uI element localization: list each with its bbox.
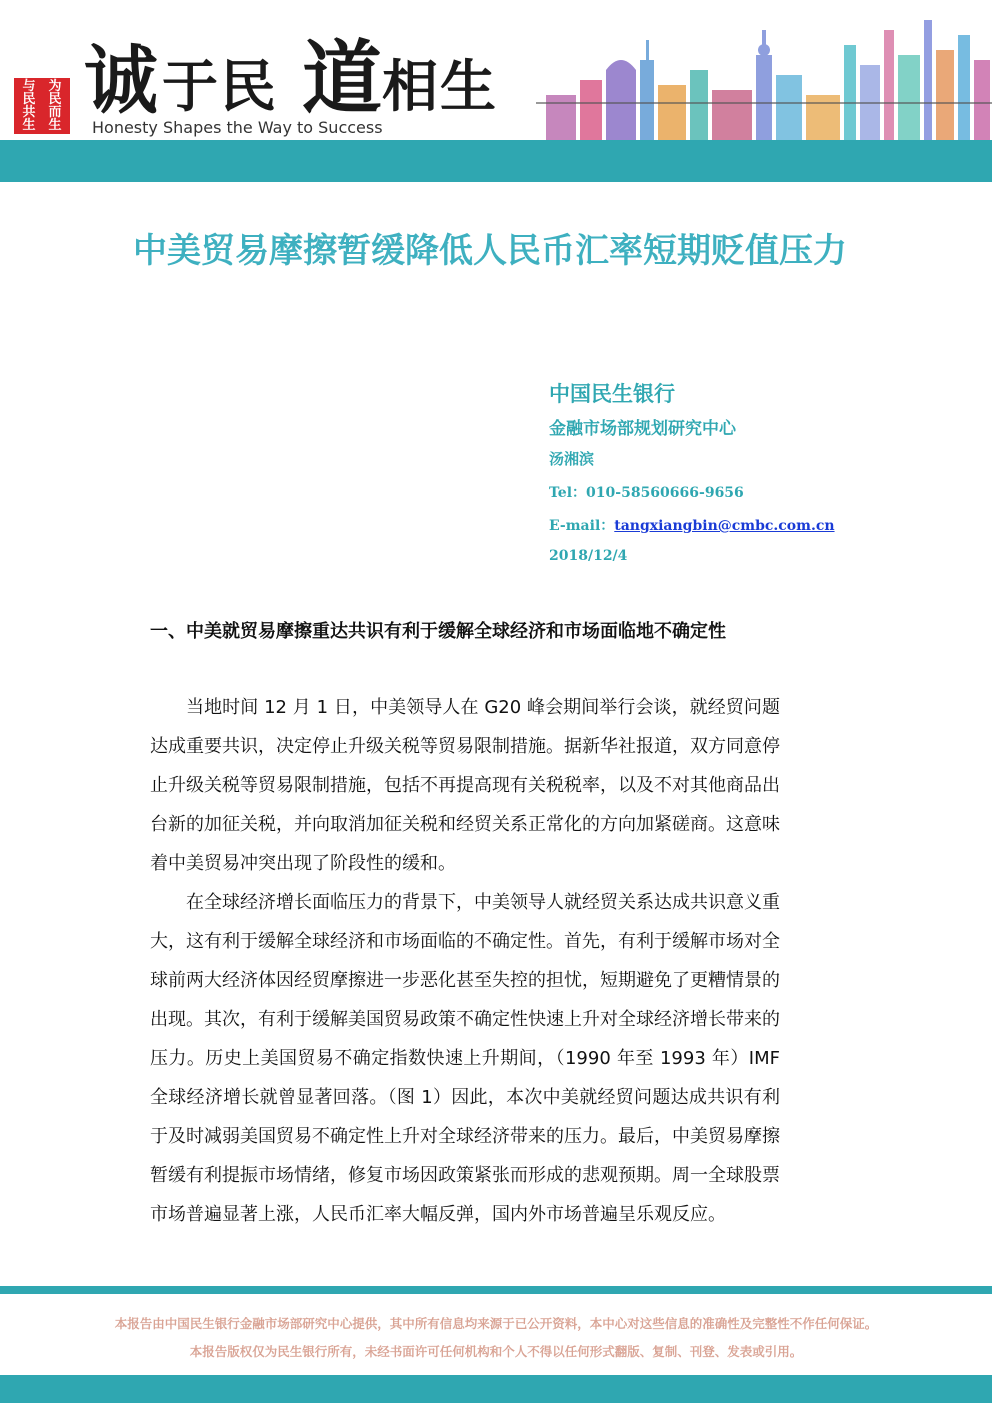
paragraph: 在全球经济增长面临压力的背景下，中美领导人就经贸关系达成共识意义重大，这有利于缓解全球经济和市场面临的不确定性。首先，有利于缓解市场对全球前两大经济体因经贸摩擦进一步恶化甚至失控的担忧，短期避免了更糟情景的出现。其次，有利于缓解美国贸易政策不确定性快速上升对全球经济增长带来的压力。历史上美国贸易不确定指数快速上升期间，（1990 年至 1993 年）IMF 全球经济增长就曾显著回落。（图 1）因此，本次中美就经贸问题达成共识有利于及时减弱美国贸易不确定性上升对全球经济带来的压力。最后，中美贸易摩擦暂缓有利提振市场情绪，修复市场因政策紧张而形成的悲观预期。周一全球股票市场普遍显著上涨，人民币汇率大幅反弹，国内外市场普遍呈乐观反应。 [150,892,780,1225]
report-title: 中美贸易摩擦暂缓降低人民币汇率短期贬值压力 [133,231,847,271]
seal-char: 与 [22,79,36,94]
page-header [0,0,992,182]
section-heading: 一、中美就贸易摩擦重达共识有利于缓解全球经济和市场面临地不确定性 [150,621,726,642]
paragraph: 当地时间 12 月 1 日，中美领导人在 G20 峰会期间举行会谈，就经贸问题达成重要共识，决定停止升级关税等贸易限制措施。据新华社报道，双方同意停止升级关税等贸易限制措施，包括不再提高现有关税税率，以及不对其他商品出台新的加征关税，并向取消加征关税和经贸关系正常化的方向加紧磋商。这意味着中美贸易冲突出现了阶段性的缓和。 [150,697,780,874]
seal-char: 而 [48,105,62,120]
section-body [150,688,780,1234]
disclaimer-line: 本报告由中国民生银行金融市场部研究中心提供，其中所有信息均来源于已公开资料，本中心对这些信息的准确性及完整性不作任何保证。 [114,1316,878,1331]
disclaimer-line: 本报告版权仅为民生银行所有，未经书面许可任何机构和个人不得以任何形式翻版、复制、刊登、发表或引用。 [189,1344,803,1359]
brand-calligraphy [84,14,498,125]
footer-band [0,1286,992,1294]
tel-label: Tel： [549,485,587,501]
seal-char: 共 [22,105,36,120]
author-org: 中国民生银行 [549,382,675,406]
seal-char: 为 [48,79,62,94]
brand-char: 道 [302,31,382,125]
city-skyline-illustration [536,0,992,140]
header-band [0,140,992,182]
footer-band [0,1375,992,1403]
disclaimer [0,1310,992,1366]
brand-slogan: Honesty Shapes the Way to Success [92,118,383,137]
tel-value: 010-58560666-9656 [586,485,744,501]
seal-char: 生 [22,118,36,133]
author-dept: 金融市场部规划研究中心 [549,419,736,439]
brand-char: 相生 [382,54,498,120]
author-email [549,515,979,548]
brand-char: 于民 [162,54,278,120]
email-link[interactable]: tangxiangbin@cmbc.com.cn [614,518,835,534]
seal-char: 民 [22,92,36,107]
author-block [549,378,979,581]
author-name: 汤湘滨 [549,450,595,468]
author-tel [549,482,979,515]
report-date: 2018/12/4 [549,548,628,564]
logo-seal [14,78,70,134]
email-label: E-mail： [549,518,615,534]
seal-char: 生 [48,118,62,133]
brand-char: 诚 [84,38,162,124]
seal-char: 民 [48,92,62,107]
